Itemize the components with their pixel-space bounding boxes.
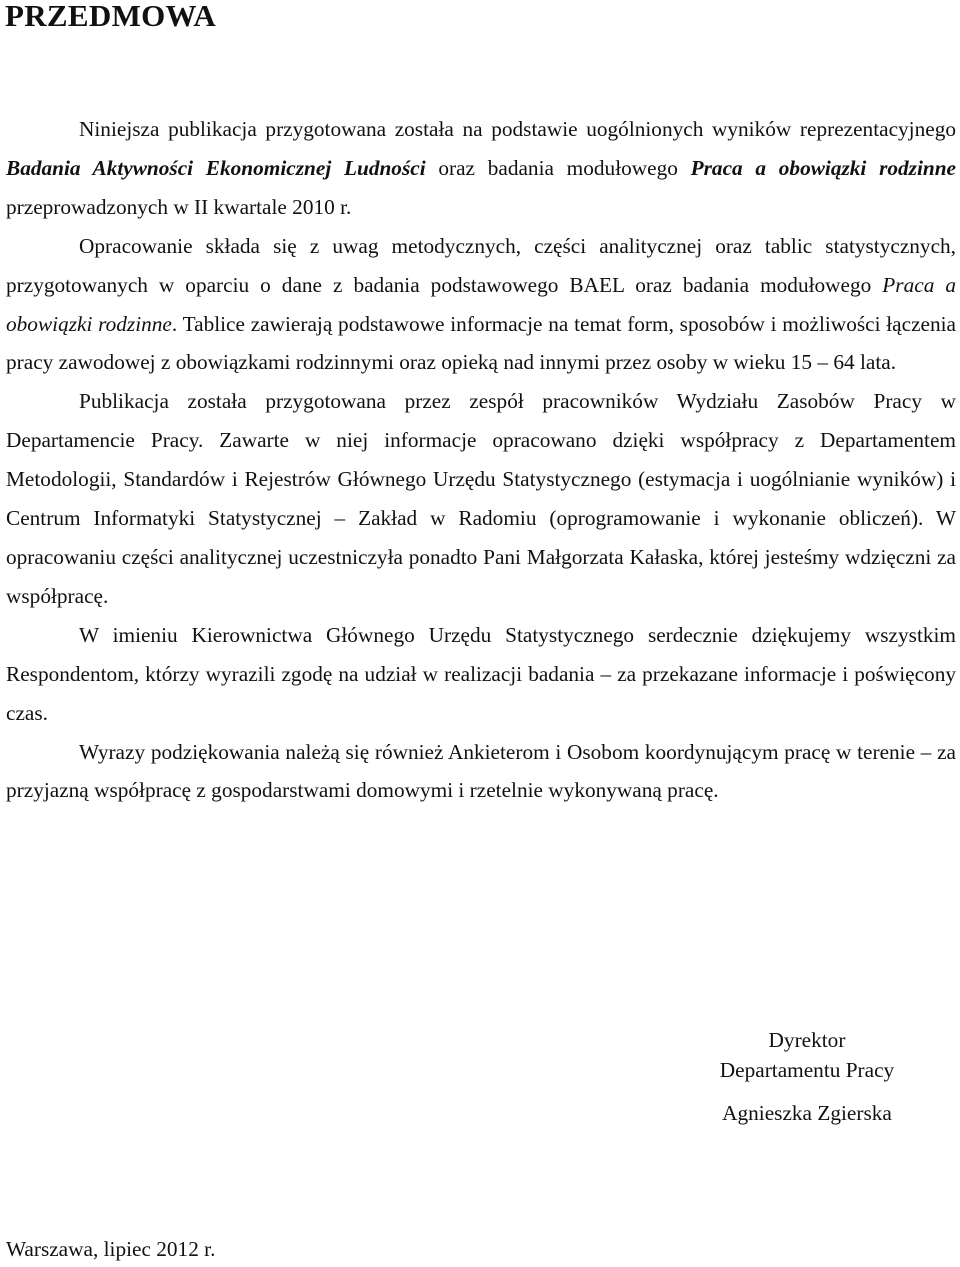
text-run: Niniejsza publikacja przygotowana została na podstawie uogólnionych wyników reprezentacyjnego <box>79 117 956 141</box>
page-title: PRZEDMOWA <box>5 0 217 33</box>
paragraph-contents <box>6 227 956 383</box>
paragraph-intro <box>6 110 956 227</box>
text-run: . Tablice zawierają podstawowe informacje na temat form, sposobów i możliwości łączenia pracy zawodowej z obowiązkami rodzinnymi oraz opieką nad innymi przez osoby w wieku 15 – 64 lata. <box>6 311 957 375</box>
signature-department: Departamentu Pracy <box>719 1058 895 1082</box>
text-run: W imieniu Kierownictwa Głównego Urzędu Statystycznego serdecznie dziękujemy wszystkim Respondentom, którzy wyrazili zgodę na udział w realizacji badania – za przekazane informacje i poświęcony czas. <box>6 622 956 725</box>
module-title-emphasis: Praca a obowiązki rodzinne <box>690 155 957 180</box>
place-date: Warszawa, lipiec 2012 r. <box>6 1237 216 1261</box>
text-run: Wyrazy podziękowania należą się również Ankieterom i Osobom koordynującym pracę w terenie – za przyjazną współpracę z gospodarstwami domowymi i rzetelnie wykonywaną pracę. <box>6 739 956 803</box>
survey-title-emphasis: Badania Aktywności Ekonomicznej Ludności <box>6 155 426 180</box>
module-title-italic: Praca a obowiązki rodzinne <box>6 272 956 336</box>
text-run: przeprowadzonych w II kwartale 2010 r. <box>6 194 352 219</box>
paragraph-thanks-interviewers <box>6 733 956 811</box>
paragraph-authors <box>6 382 956 615</box>
body-text <box>6 110 956 810</box>
signature-role: Dyrektor <box>768 1028 846 1052</box>
paragraph-thanks-respondents <box>6 616 956 733</box>
text-run: oraz badania modułowego <box>425 155 691 180</box>
text-run: Publikacja została przygotowana przez zespół pracowników Wydziału Zasobów Pracy w Departamencie Pracy. Zawarte w niej informacje opracowano dzięki współpracy z Departamentem Metodologii, Standardów i Rejestrów Głównego Urzędu Statystycznego (estymacja i uogólnianie wyników) i Centrum Informatyki Statystycznej – Zakład w Radomiu (oprogramowanie i wykonanie obliczeń). W opracowaniu części analitycznej uczestniczyła ponadto Pani Małgorzata Kałaska, której jesteśmy wdzięczni za współpracę. <box>6 389 956 608</box>
signature-name: Agnieszka Zgierska <box>722 1101 892 1125</box>
signature-block <box>700 1025 914 1128</box>
text-run: Opracowanie składa się z uwag metodycznych, części analitycznej oraz tablic statystycznych, przygotowanych w oparciu o dane z badania podstawowego BAEL oraz badania modułowego <box>6 233 956 297</box>
